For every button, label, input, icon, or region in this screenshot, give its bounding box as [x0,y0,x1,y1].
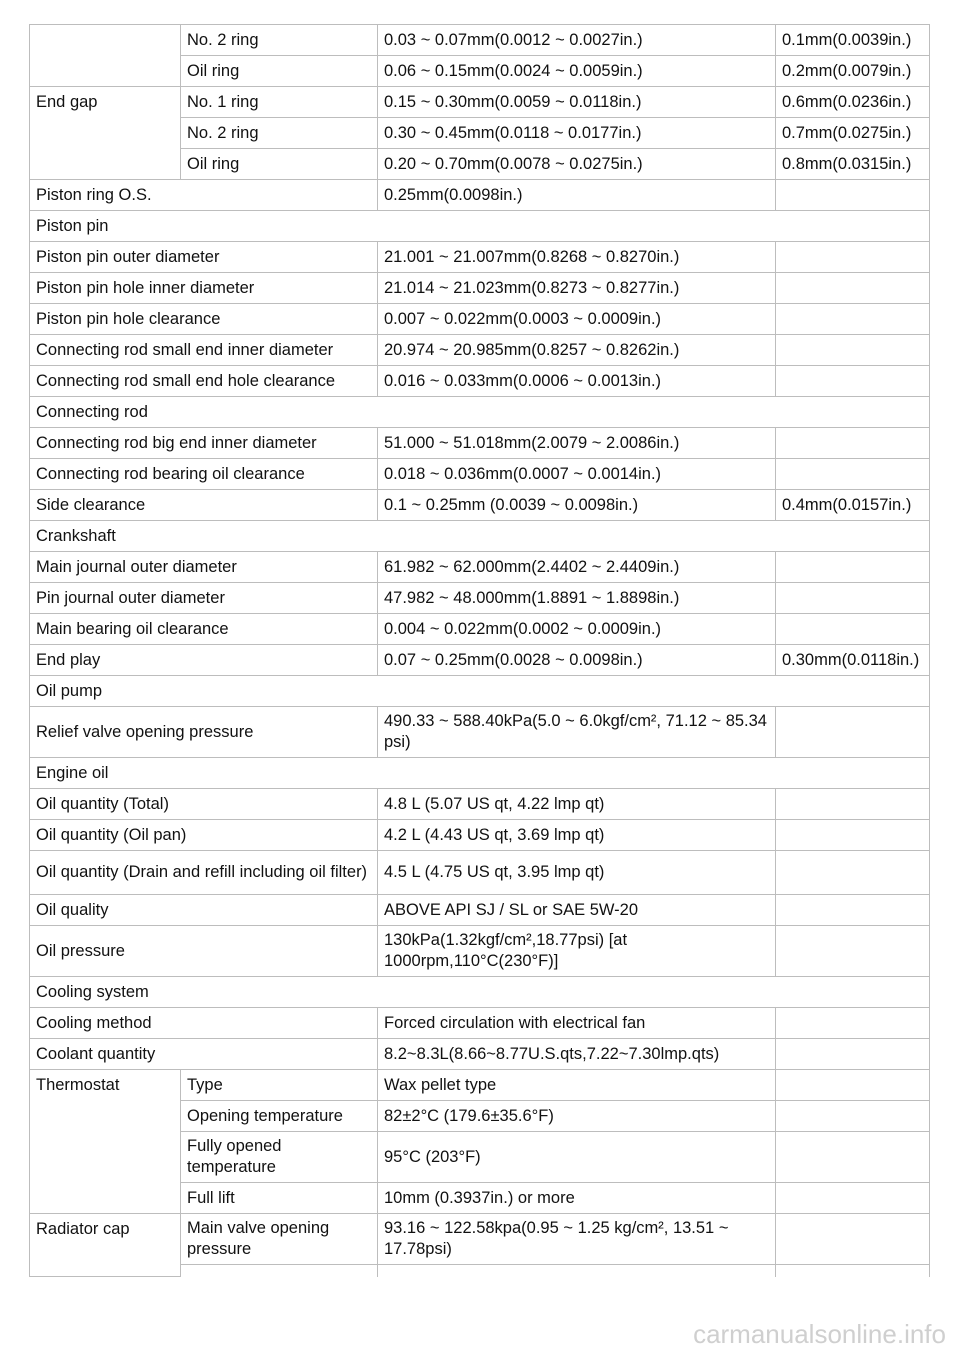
section-header-row [30,521,930,552]
row-standard-value: 21.001 ~ 21.007mm(0.8268 ~ 0.8270in.) [378,242,776,273]
row-label [30,25,181,87]
row-standard-value: Wax pellet type [378,1070,776,1101]
row-label: Oil quantity (Drain and refill including oil filter) [30,851,378,895]
row-limit-value [776,707,930,758]
row-label: Connecting rod small end inner diameter [30,335,378,366]
row-limit-value [776,1039,930,1070]
row-label: Radiator cap [30,1214,181,1277]
row-sublabel: No. 1 ring [181,87,378,118]
row-standard-value: 0.03 ~ 0.07mm(0.0012 ~ 0.0027in.) [378,25,776,56]
row-limit-value [776,895,930,926]
row-limit-value [776,335,930,366]
row-limit-value [776,851,930,895]
row-standard-value: 0.004 ~ 0.022mm(0.0002 ~ 0.0009in.) [378,614,776,645]
section-title: Piston pin [30,211,930,242]
row-limit-value: 0.8mm(0.0315in.) [776,149,930,180]
row-sublabel: Fully opened temperature [181,1132,378,1183]
empty-cell [378,1265,776,1277]
section-header-row [30,676,930,707]
table-row [30,552,930,583]
row-standard-value: 8.2~8.3L(8.66~8.77U.S.qts,7.22~7.30lmp.qts) [378,1039,776,1070]
row-standard-value: 82±2°C (179.6±35.6°F) [378,1101,776,1132]
row-limit-value [776,1008,930,1039]
row-standard-value: 0.30 ~ 0.45mm(0.0118 ~ 0.0177in.) [378,118,776,149]
row-sublabel: Main valve opening pressure [181,1214,378,1265]
row-limit-value [776,820,930,851]
row-limit-value [776,242,930,273]
row-label: Oil quantity (Oil pan) [30,820,378,851]
row-standard-value: 0.06 ~ 0.15mm(0.0024 ~ 0.0059in.) [378,56,776,87]
row-label: Cooling method [30,1008,378,1039]
row-standard-value: Forced circulation with electrical fan [378,1008,776,1039]
row-sublabel: Opening temperature [181,1101,378,1132]
row-limit-value: 0.7mm(0.0275in.) [776,118,930,149]
row-standard-value: 47.982 ~ 48.000mm(1.8891 ~ 1.8898in.) [378,583,776,614]
section-header-row [30,758,930,789]
row-limit-value: 0.2mm(0.0079in.) [776,56,930,87]
row-limit-value [776,459,930,490]
row-standard-value: ABOVE API SJ / SL or SAE 5W-20 [378,895,776,926]
row-sublabel: No. 2 ring [181,25,378,56]
table-row [30,242,930,273]
row-standard-value: 21.014 ~ 21.023mm(0.8273 ~ 0.8277in.) [378,273,776,304]
row-label: Coolant quantity [30,1039,378,1070]
row-limit-value: 0.30mm(0.0118in.) [776,645,930,676]
row-standard-value: 0.25mm(0.0098in.) [378,180,776,211]
row-sublabel: Oil ring [181,149,378,180]
row-standard-value: 93.16 ~ 122.58kpa(0.95 ~ 1.25 kg/cm², 13.51 ~ 17.78psi) [378,1214,776,1265]
table-row [30,645,930,676]
table-row [30,583,930,614]
row-standard-value: 0.1 ~ 0.25mm (0.0039 ~ 0.0098in.) [378,490,776,521]
row-limit-value: 0.4mm(0.0157in.) [776,490,930,521]
row-sublabel: No. 2 ring [181,118,378,149]
table-row [30,789,930,820]
table-row [30,490,930,521]
row-limit-value [776,366,930,397]
row-standard-value: 0.20 ~ 0.70mm(0.0078 ~ 0.0275in.) [378,149,776,180]
row-sublabel: Full lift [181,1183,378,1214]
section-title: Engine oil [30,758,930,789]
row-label: Piston pin hole inner diameter [30,273,378,304]
section-header-row [30,977,930,1008]
row-label: End play [30,645,378,676]
table-row [30,707,930,758]
row-limit-value: 0.6mm(0.0236in.) [776,87,930,118]
empty-cell [181,1265,378,1277]
row-label: End gap [30,87,181,180]
table-row [30,366,930,397]
row-limit-value [776,1214,930,1265]
row-limit-value [776,614,930,645]
section-title: Connecting rod [30,397,930,428]
table-row [30,87,930,118]
row-standard-value: 0.016 ~ 0.033mm(0.0006 ~ 0.0013in.) [378,366,776,397]
row-standard-value: 4.8 L (5.07 US qt, 4.22 lmp qt) [378,789,776,820]
table-row [30,926,930,977]
section-title: Cooling system [30,977,930,1008]
row-standard-value: 4.2 L (4.43 US qt, 3.69 lmp qt) [378,820,776,851]
row-label: Side clearance [30,490,378,521]
table-row [30,180,930,211]
row-limit-value [776,926,930,977]
table-row [30,428,930,459]
row-standard-value: 130kPa(1.32kgf/cm²,18.77psi) [at 1000rpm,110°C(230°F)] [378,926,776,977]
row-limit-value [776,1132,930,1183]
table-row [30,335,930,366]
section-header-row [30,211,930,242]
row-label: Connecting rod small end hole clearance [30,366,378,397]
row-label: Piston pin hole clearance [30,304,378,335]
row-limit-value [776,428,930,459]
table-row [30,820,930,851]
row-limit-value [776,1101,930,1132]
row-standard-value: 0.15 ~ 0.30mm(0.0059 ~ 0.0118in.) [378,87,776,118]
table-row [30,1008,930,1039]
table-row [30,304,930,335]
row-standard-value: 490.33 ~ 588.40kPa(5.0 ~ 6.0kgf/cm², 71.12 ~ 85.34 psi) [378,707,776,758]
row-limit-value [776,273,930,304]
section-title: Oil pump [30,676,930,707]
row-limit-value [776,583,930,614]
row-limit-value [776,1070,930,1101]
row-standard-value: 4.5 L (4.75 US qt, 3.95 lmp qt) [378,851,776,895]
row-label: Thermostat [30,1070,181,1214]
row-label: Main journal outer diameter [30,552,378,583]
table-row [30,1039,930,1070]
row-label: Oil pressure [30,926,378,977]
row-limit-value [776,552,930,583]
row-standard-value: 0.007 ~ 0.022mm(0.0003 ~ 0.0009in.) [378,304,776,335]
row-label: Oil quantity (Total) [30,789,378,820]
row-label: Connecting rod big end inner diameter [30,428,378,459]
row-limit-value [776,1183,930,1214]
row-standard-value: 10mm (0.3937in.) or more [378,1183,776,1214]
row-standard-value: 95°C (203°F) [378,1132,776,1183]
row-standard-value: 20.974 ~ 20.985mm(0.8257 ~ 0.8262in.) [378,335,776,366]
watermark-text: carmanualsonline.info [693,1319,946,1349]
row-standard-value: 0.018 ~ 0.036mm(0.0007 ~ 0.0014in.) [378,459,776,490]
row-label: Main bearing oil clearance [30,614,378,645]
row-label: Piston ring O.S. [30,180,378,211]
row-standard-value: 0.07 ~ 0.25mm(0.0028 ~ 0.0098in.) [378,645,776,676]
empty-cell [776,1265,930,1277]
row-label: Pin journal outer diameter [30,583,378,614]
table-row [30,459,930,490]
table-row [30,851,930,895]
table-row [30,273,930,304]
table-row [30,1214,930,1265]
row-limit-value [776,789,930,820]
row-label: Relief valve opening pressure [30,707,378,758]
row-standard-value: 51.000 ~ 51.018mm(2.0079 ~ 2.0086in.) [378,428,776,459]
row-sublabel: Type [181,1070,378,1101]
row-label: Connecting rod bearing oil clearance [30,459,378,490]
table-row [30,614,930,645]
section-title: Crankshaft [30,521,930,552]
row-sublabel: Oil ring [181,56,378,87]
row-limit-value: 0.1mm(0.0039in.) [776,25,930,56]
row-limit-value [776,304,930,335]
section-header-row [30,397,930,428]
row-label: Oil quality [30,895,378,926]
row-limit-value [776,180,930,211]
table-row [30,25,930,56]
specification-table [29,24,930,1277]
table-row [30,1070,930,1101]
table-row [30,895,930,926]
row-label: Piston pin outer diameter [30,242,378,273]
row-standard-value: 61.982 ~ 62.000mm(2.4402 ~ 2.4409in.) [378,552,776,583]
